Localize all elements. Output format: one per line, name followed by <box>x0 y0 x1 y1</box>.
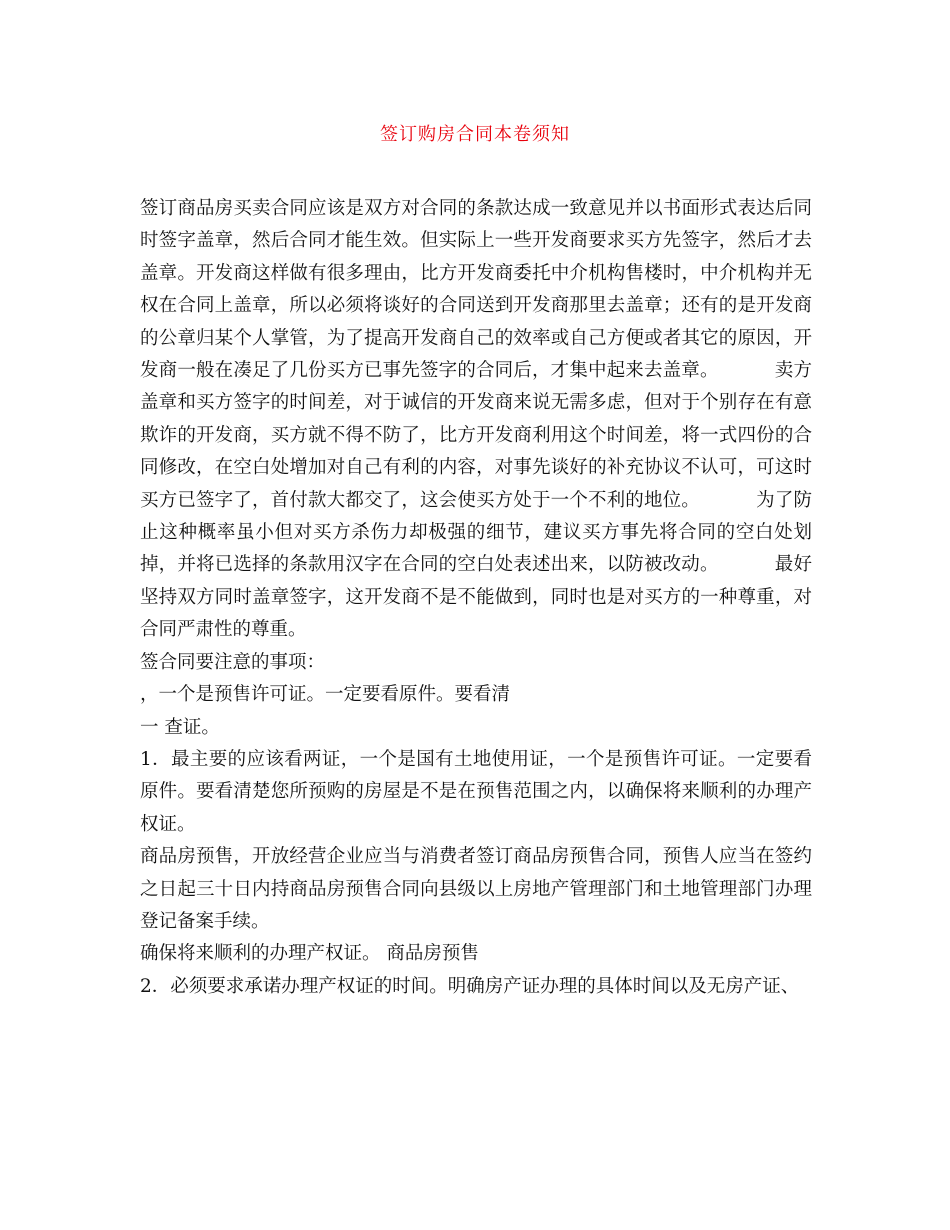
paragraph-text: 为了防止这种概率虽小但对买方杀伤力却极强的细节，建议买方事先将合同的空白处划掉，并将已选择的条款用汉字在合同的空白处表述出来，以防被改动。 <box>140 489 812 576</box>
paragraph-text: 签订商品房买卖合同应该是双方对合同的条款达成一致意见并以书面形式表达后同时签字盖章，然后合同才能生效。但实际上一些开发商要求买方先签字，然后才去盖章。开发商这样做有很多理由，比方开发商委托中介机构售楼时，中介机构并无权在合同上盖章，所以必须将谈好的合同送到开发商那里去盖章；还有的是开发商的公章归某个人掌管，为了提高开发商自己的效率或自己方便或者其它的原因，开发商一般在凑足了几份买方已事先签字的合同后，才集中起来去盖章。 <box>140 198 812 382</box>
paragraph: 签合同要注意的事项： <box>140 651 326 673</box>
paragraph: 商品房预售，开放经营企业应当与消费者签订商品房预售合同，预售人应当在签约之日起三十日内持商品房预售合同向县级以上房地产管理部门和土地管理部门办理登记备案手续。 <box>140 846 812 932</box>
paragraph: 确保将来顺利的办理产权证。 商品房预售 <box>140 943 479 965</box>
paragraph-text: 卖方盖章和买方签字的时间差，对于诚信的开发商来说无需多虑，但对于个别存在有意欺诈的开发商，买方就不得不防了，比方开发商利用这个时间差，将一式四份的合同修改，在空白处增加对自己有利的内容，对事先谈好的补充协议不认可，可这时买方已签字了，首付款大都交了，这会使买方处于一个不利的地位。 <box>140 360 812 511</box>
paragraph: 2．必须要求承诺办理产权证的时间。明确房产证办理的具体时间以及无房产证、 <box>140 975 800 997</box>
paragraph: 一 查证。 <box>140 716 220 738</box>
paragraph: 1．最主要的应该看两证，一个是国有土地使用证，一个是预售许可证。一定要看原件。要看清楚您所预购的房屋是不是在预售范围之内，以确保将来顺利的办理产权证。 <box>140 748 812 835</box>
document-body <box>140 193 812 1003</box>
paragraph: ，一个是预售许可证。一定要看原件。要看清 <box>140 684 511 706</box>
document-title: 签订购房合同本卷须知 <box>380 124 570 145</box>
paragraph-text: 最好坚持双方同时盖章签字，这开发商不是不能做到，同时也是对买方的一种尊重，对合同严肃性的尊重。 <box>140 554 812 641</box>
paragraph <box>140 193 812 647</box>
